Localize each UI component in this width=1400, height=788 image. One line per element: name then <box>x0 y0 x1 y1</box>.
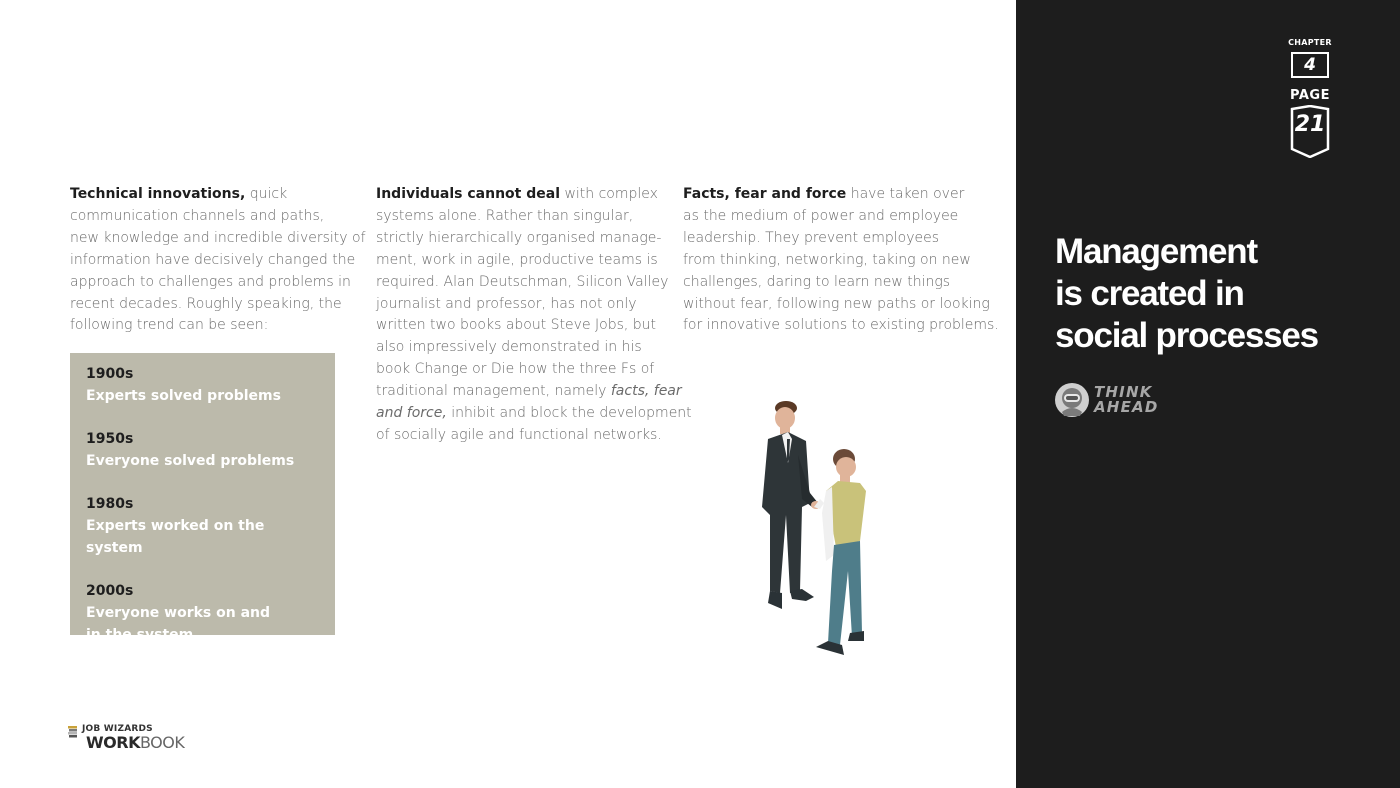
think-word: THINK <box>1094 383 1153 401</box>
vest-man-head <box>836 457 856 477</box>
title-line: social processes <box>1055 316 1318 355</box>
chapter-number: 4 <box>1291 52 1329 78</box>
trend-text: Experts solved problems <box>86 388 281 404</box>
text-fragment: have taken over <box>846 186 965 202</box>
logo-big-text <box>86 733 184 752</box>
trend-text: Experts worked on the system <box>86 518 265 556</box>
text-line: challenges, daring to learn new things <box>683 273 951 290</box>
trend-text: in the system <box>86 627 194 643</box>
title-line: Management <box>1055 232 1257 271</box>
text-line: systems alone. Rather than singular, <box>376 207 634 224</box>
logo-regular-part: BOOK <box>139 733 185 752</box>
vest-man-trousers <box>828 541 862 645</box>
text-line: approach to challenges and problems in <box>70 273 351 290</box>
text-line: information have decisively changed the <box>70 251 356 268</box>
text-line: written two books about Steve Jobs, but <box>376 317 657 334</box>
text-line: of socially agile and functional networks. <box>376 426 662 443</box>
sidebar-title <box>1055 231 1375 357</box>
column-technical-innovations <box>70 184 366 337</box>
astronaut-helmet-icon <box>1054 382 1090 418</box>
text-line <box>376 381 682 403</box>
trend-year: 1980s <box>86 496 134 512</box>
chapter-label: CHAPTER <box>1288 38 1332 47</box>
suit-man-body <box>762 432 810 593</box>
text-line: leadership. They prevent employees <box>683 229 940 246</box>
column-individuals <box>376 184 692 447</box>
italic-text: facts, fear <box>610 383 682 400</box>
book-stack-icon <box>68 726 78 738</box>
trend-item <box>86 580 319 646</box>
text-line: without fear, following new paths or looking <box>683 295 990 312</box>
handshake-illustration <box>740 395 890 660</box>
text-line: as the medium of power and employee <box>683 207 959 224</box>
text-line: recent decades. Roughly speaking, the <box>70 295 342 312</box>
trend-box <box>70 353 335 643</box>
page-number: 21 <box>1294 112 1326 137</box>
text-line: also impressively demonstrated in his <box>376 339 642 356</box>
column-facts-fear-force <box>683 184 999 337</box>
text-line: new knowledge and incredible diversity of <box>70 229 366 246</box>
text-line: for innovative solutions to existing problems. <box>683 317 999 334</box>
text-fragment: inhibit and block the development <box>446 405 692 422</box>
think-ahead-badge <box>1054 382 1194 418</box>
text-fragment: with complex <box>560 186 658 202</box>
trend-text: Everyone solved problems <box>86 453 295 469</box>
text-line <box>376 403 692 425</box>
text-line: from thinking, networking, taking on new <box>683 251 971 268</box>
text-line: required. Alan Deutschman, Silicon Valley <box>376 273 669 290</box>
logo-bold-part: WORK <box>86 733 140 752</box>
workbook-logo <box>68 724 208 752</box>
text-fragment: traditional management, namely <box>376 383 611 400</box>
logo-small-text: JOB WIZARDS <box>82 724 153 734</box>
text-line <box>70 184 352 206</box>
text-line: strictly hierarchically organised manage- <box>376 229 662 246</box>
lead-text: Individuals cannot deal <box>376 186 560 202</box>
text-line <box>683 184 983 206</box>
suit-man-head <box>775 407 795 429</box>
lead-text: Facts, fear and force <box>683 186 847 202</box>
ahead-word: AHEAD <box>1094 398 1159 416</box>
text-line: ment, work in agile, productive teams is <box>376 251 658 268</box>
trend-text: Everyone works on and <box>86 605 271 621</box>
think-ahead-text <box>1094 385 1158 415</box>
text-line: book Change or Die how the three Fs of <box>376 361 655 378</box>
text-line: communication channels and paths, <box>70 207 325 224</box>
page-label: PAGE <box>1290 88 1330 103</box>
italic-text: and force, <box>376 405 447 422</box>
title-line: is created in <box>1055 274 1244 313</box>
trend-item <box>86 428 319 472</box>
text-line: following trend can be seen: <box>70 317 269 334</box>
trend-year: 1900s <box>86 366 134 382</box>
text-line <box>376 184 672 206</box>
trend-item <box>86 493 319 559</box>
lead-text: Technical innovations, <box>70 186 246 202</box>
trend-item <box>86 363 319 407</box>
trend-year: 1950s <box>86 431 134 447</box>
trend-year: 2000s <box>86 583 134 599</box>
text-line: journalist and professor, has not only <box>376 295 637 312</box>
text-fragment: quick <box>245 186 288 202</box>
